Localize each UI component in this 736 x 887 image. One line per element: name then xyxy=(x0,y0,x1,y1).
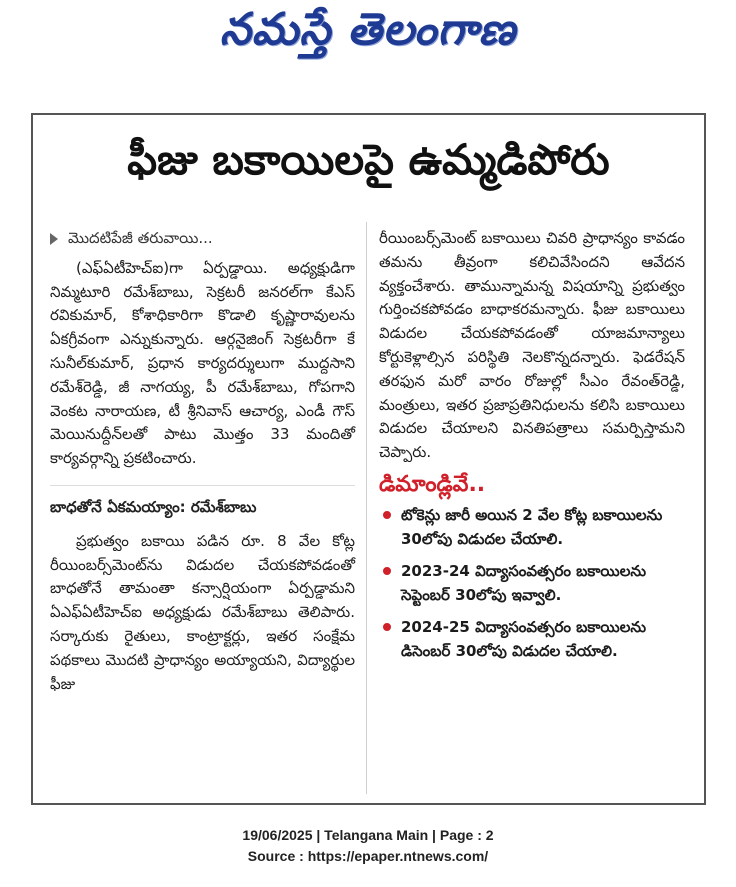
bullet-dot-icon xyxy=(383,567,391,575)
demand-item: టోకెన్లు జారీ అయిన 2 వేల కోట్ల బకాయిలను 30లోపు విడుదల చేయాలి. xyxy=(379,503,685,551)
bullet-dot-icon xyxy=(383,511,391,519)
paragraph-1: (ఎఫ్ఏటీహెచ్ఐ)గా ఏర్పడ్డాయి. అధ్యక్షుడిగా నిమ్మటూరి రమేశ్‌బాబు, సెక్రటరీ జనరల్‌గా కేఎస్ రవికుమార్, కోశాధికారిగా కొడాలి కృష్ణారావులను ఏకగ్రీవంగా ఎన్నుకున్నారు. ఆర్గనైజింగ్ సెక్రటరీగా కే సునీల్‌కుమార్, ప్రధాన కార్యదర్శులుగా ముద్దసాని రమేశ్‌రెడ్డి, జీ నాగయ్య, పీ రమేశ్‌బాబు, గోపగాని వెంకట నారాయణ, టీ శ్రీనివాస్ ఆచార్య, ఎండీ గౌస్ మెయినుద్దీన్‌లతో పాటు మొత్తం 33 మందితో కార్యవర్గాన్ని ప్రకటించారు. xyxy=(50,258,355,468)
paragraph-2: ప్రభుత్వం బకాయి పడిన రూ. 8 వేల కోట్ల రీయింబర్స్‌మెంట్‌ను విడుదల చేయకపోవడంతో బాధతోనే తామంతా కన్సార్షియంగా ఏర్పడ్డామని ఏఎఫ్ఏటీహెచ్ఐ అధ్యక్షుడు రమేశ్‌బాబు తెలిపారు. సర్కారుకు రైతులు, కాంట్రాక్టర్లు, ఇతర సంక్షేమ పథకాలు మొదటి ప్రాధాన్యం అయ్యాయని, విద్యార్థుల ఫీజు xyxy=(50,531,355,693)
chevron-right-icon xyxy=(50,233,58,245)
article-right-column xyxy=(379,227,685,671)
column-divider xyxy=(366,222,367,794)
masthead-title: నమస్తే తెలంగాణ xyxy=(219,4,517,55)
article-headline: ఫీజు బకాయిలపై ఉమ్మడిపోరు xyxy=(127,135,610,184)
demand-item: 2024-25 విద్యాసంవత్సరం బకాయిలను డిసెంబర్ 30లోపు విడుదల చేయాలి. xyxy=(379,615,685,663)
paragraph-3: రీయింబర్స్‌మెంట్ బకాయిలు చివరి ప్రాధాన్యం కావడం తమను తీవ్రంగా కలిచివేసిందని ఆవేదన వ్యక్తంచేశారు. తామున్నామన్న విషయాన్ని ప్రభుత్వం గుర్తించకపోవడం బాధాకరమన్నారు. ఫీజు బకాయిలు విడుదల చేయకపోవడంతో యాజమాన్యాలు కోర్టుకెళ్లాల్సిన పరిస్థితి నెలకొన్నదన్నారు. ఫెడరేషన్ తరఫున మరో వారం రోజుల్లో సీఎం రేవంత్‌రెడ్డి, మంత్రులు, ఇతర ప్రజాప్రతినిధులను కలిసి బకాయిలు విడుదల చేయాలని వినతిపత్రాలు సమర్పిస్తామని చెప్పారు. xyxy=(379,229,685,462)
subheading: బాధతోనే ఏకమయ్యాం: రమేశ్‌బాబు xyxy=(50,485,355,520)
demands-title: డిమాండ్లివే.. xyxy=(379,471,486,497)
continuation-text: మొదటిపేజీ తరువాయి... xyxy=(68,229,213,247)
footer-date-line: 19/06/2025 | Telangana Main | Page : 2 xyxy=(242,827,494,843)
article-left-column xyxy=(50,227,355,696)
footer-source-line: Source : https://epaper.ntnews.com/ xyxy=(247,848,489,864)
footer xyxy=(0,825,736,867)
demands-list xyxy=(379,503,685,663)
masthead xyxy=(0,0,736,70)
bullet-dot-icon xyxy=(383,623,391,631)
demand-item: 2023-24 విద్యాసంవత్సరం బకాయిలను సెప్టెంబర్ 30లోపు ఇవ్వాలి. xyxy=(379,559,685,607)
continuation-line xyxy=(50,227,355,251)
